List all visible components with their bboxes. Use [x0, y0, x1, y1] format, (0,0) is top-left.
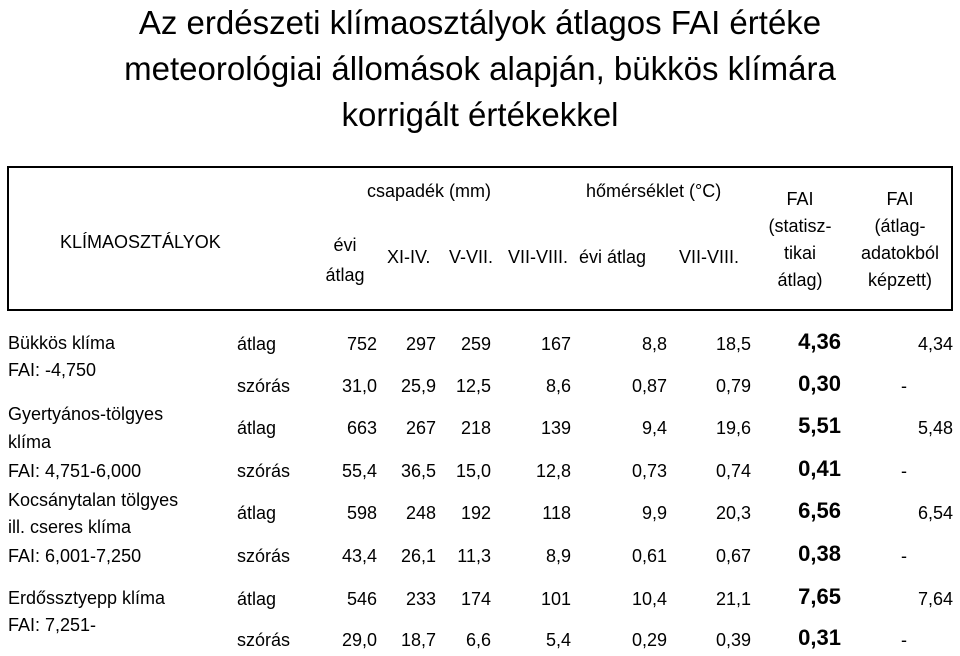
- cell-group-3-atlag-fai-stat: 6,56: [798, 498, 841, 523]
- header-vii-viii-temp: VII-VIII.: [679, 247, 740, 267]
- cell-group-2-szoras-v-vii: 15,0: [455, 461, 491, 481]
- group-4-label: Erdőssztyepp klíma: [8, 588, 166, 608]
- header-fai-adat-3: adatokból: [860, 243, 940, 263]
- cell-group-1-szoras-evi-atlag-temp: 0,87: [631, 376, 667, 396]
- cell-group-4-szoras-vii-viii: 5,4: [545, 630, 571, 650]
- group-3-label-b: ill. cseres klíma: [8, 517, 132, 537]
- cell-group-1-atlag-evi-atlag: 752: [346, 334, 377, 354]
- header-fai-stat-3: tikai: [783, 243, 816, 263]
- cell-group-1-szoras-vii-viii-temp: 0,79: [715, 376, 751, 396]
- cell-group-3-atlag-evi-atlag-temp: 9,9: [641, 503, 667, 523]
- cell-group-2-szoras-vii-viii: 12,8: [535, 461, 571, 481]
- cell-group-1-atlag-fai-stat: 4,36: [798, 329, 841, 354]
- header-homerseklet: hőmérséklet (°C): [586, 181, 722, 201]
- header-xi-iv: XI-IV.: [387, 247, 431, 267]
- cell-group-4-atlag-vii-viii-temp: 21,1: [715, 589, 751, 609]
- group-4-fai: FAI: 7,251-: [8, 615, 97, 635]
- cell-group-4-atlag-evi-atlag-temp: 10,4: [631, 589, 667, 609]
- group-3-fai: FAI: 6,001-7,250: [8, 546, 142, 566]
- cell-group-3-atlag-vii-viii-temp: 20,3: [715, 503, 751, 523]
- cell-group-3-atlag-evi-atlag: 598: [346, 503, 377, 523]
- cell-group-2-atlag-vii-viii: 139: [540, 418, 571, 438]
- cell-group-2-atlag-fai-stat: 5,51: [798, 413, 841, 438]
- header-vii-viii: VII-VIII.: [508, 247, 569, 267]
- group-2-fai: FAI: 4,751-6,000: [8, 461, 142, 481]
- cell-group-4-atlag-vii-viii: 101: [540, 589, 571, 609]
- cell-group-3-szoras-xi-iv: 26,1: [400, 546, 436, 566]
- page-title: [0, 0, 960, 138]
- group-1-atlag-label: átlag: [237, 334, 277, 354]
- cell-group-2-atlag-evi-atlag: 663: [346, 418, 377, 438]
- cell-group-3-szoras-evi-atlag-temp: 0,61: [631, 546, 667, 566]
- cell-group-2-szoras-evi-atlag-temp: 0,73: [631, 461, 667, 481]
- group-1-fai: FAI: -4,750: [8, 360, 97, 380]
- cell-group-4-atlag-evi-atlag: 546: [346, 589, 377, 609]
- cell-group-1-szoras-fai-stat: 0,30: [798, 371, 841, 396]
- cell-group-4-szoras-fai-stat: 0,31: [798, 625, 841, 650]
- cell-group-3-atlag-vii-viii: 118: [542, 503, 571, 523]
- cell-group-1-atlag-vii-viii: 167: [540, 334, 571, 354]
- header-fai-adat-2: (átlag-: [874, 216, 926, 236]
- cell-group-3-atlag-fai-adat: 6,54: [917, 503, 953, 523]
- cell-group-4-atlag-fai-stat: 7,65: [798, 584, 841, 609]
- cell-group-2-szoras-xi-iv: 36,5: [400, 461, 436, 481]
- header-fai-stat-1: FAI: [786, 189, 814, 209]
- cell-group-4-szoras-fai-adat: -: [901, 630, 907, 650]
- cell-group-1-atlag-v-vii: 259: [460, 334, 491, 354]
- header-evi-atlag-temp: évi átlag: [579, 247, 647, 267]
- header-v-vii: V-VII.: [449, 247, 494, 267]
- cell-group-1-atlag-fai-adat: 4,34: [917, 334, 953, 354]
- title-line-2: meteorológiai állomások alapján, bükkös klímára: [124, 50, 836, 87]
- cell-group-2-atlag-fai-adat: 5,48: [917, 418, 953, 438]
- cell-group-3-atlag-v-vii: 192: [460, 503, 491, 523]
- cell-group-3-atlag-xi-iv: 248: [405, 503, 436, 523]
- cell-group-1-atlag-vii-viii-temp: 18,5: [715, 334, 751, 354]
- cell-group-1-szoras-fai-adat: -: [901, 376, 907, 396]
- group-3-label: Kocsánytalan tölgyes: [8, 490, 179, 510]
- cell-group-4-szoras-evi-atlag-temp: 0,29: [631, 630, 667, 650]
- cell-group-3-szoras-v-vii: 11,3: [457, 546, 491, 566]
- cell-group-2-atlag-v-vii: 218: [460, 418, 491, 438]
- header-atlag: átlag: [325, 265, 365, 285]
- cell-group-4-atlag-v-vii: 174: [460, 589, 491, 609]
- cell-group-4-szoras-evi-atlag: 29,0: [341, 630, 377, 650]
- header-evi: évi: [333, 235, 357, 255]
- cell-group-4-atlag-fai-adat: 7,64: [917, 589, 953, 609]
- cell-group-3-szoras-vii-viii: 8,9: [545, 546, 571, 566]
- title-line-1: Az erdészeti klímaosztályok átlagos FAI értéke: [138, 4, 822, 41]
- group-3-szoras-label: szórás: [237, 546, 291, 566]
- cell-group-1-szoras-xi-iv: 25,9: [400, 376, 436, 396]
- cell-group-2-szoras-vii-viii-temp: 0,74: [715, 461, 751, 481]
- group-1-label: Bükkös klíma: [8, 333, 116, 353]
- group-2-atlag-label: átlag: [237, 418, 277, 438]
- cell-group-2-atlag-evi-atlag-temp: 9,4: [641, 418, 667, 438]
- cell-group-1-atlag-xi-iv: 297: [405, 334, 436, 354]
- cell-group-1-atlag-evi-atlag-temp: 8,8: [641, 334, 667, 354]
- cell-group-2-szoras-fai-stat: 0,41: [798, 456, 841, 481]
- header-fai-stat-4: átlag): [777, 270, 823, 290]
- cell-group-4-szoras-v-vii: 6,6: [465, 630, 491, 650]
- group-1-szoras-label: szórás: [237, 376, 291, 396]
- header-fai-adat-4: képzett): [867, 270, 933, 290]
- group-3-atlag-label: átlag: [237, 503, 277, 523]
- cell-group-3-szoras-evi-atlag: 43,4: [341, 546, 377, 566]
- cell-group-2-szoras-evi-atlag: 55,4: [341, 461, 377, 481]
- cell-group-2-szoras-fai-adat: -: [901, 461, 907, 481]
- header-klimaosztalyok: KLÍMAOSZTÁLYOK: [60, 232, 221, 252]
- title-line-3: korrigált értékekkel: [341, 96, 619, 133]
- cell-group-3-szoras-fai-adat: -: [901, 546, 907, 566]
- group-4-atlag-label: átlag: [237, 589, 277, 609]
- header-csapadek: csapadék (mm): [367, 181, 492, 201]
- cell-group-4-atlag-xi-iv: 233: [405, 589, 436, 609]
- group-2-label-b: klíma: [8, 432, 52, 452]
- group-4-szoras-label: szórás: [237, 630, 291, 650]
- group-2-szoras-label: szórás: [237, 461, 291, 481]
- cell-group-1-szoras-v-vii: 12,5: [455, 376, 491, 396]
- cell-group-4-szoras-vii-viii-temp: 0,39: [715, 630, 751, 650]
- cell-group-1-szoras-evi-atlag: 31,0: [341, 376, 377, 396]
- cell-group-1-szoras-vii-viii: 8,6: [545, 376, 571, 396]
- header-fai-adat-1: FAI: [886, 189, 914, 209]
- group-2-label: Gyertyános-tölgyes: [8, 404, 164, 424]
- header-fai-stat-2: (statisz-: [768, 216, 832, 236]
- cell-group-2-atlag-vii-viii-temp: 19,6: [715, 418, 751, 438]
- cell-group-3-szoras-vii-viii-temp: 0,67: [715, 546, 751, 566]
- cell-group-4-szoras-xi-iv: 18,7: [400, 630, 436, 650]
- cell-group-3-szoras-fai-stat: 0,38: [798, 541, 841, 566]
- cell-group-2-atlag-xi-iv: 267: [405, 418, 436, 438]
